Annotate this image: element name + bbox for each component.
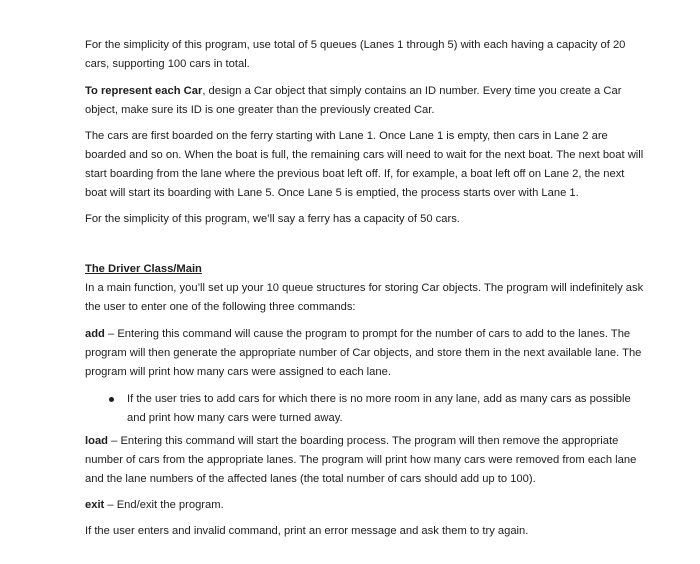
add-command-keyword: add <box>85 328 105 340</box>
exit-command-keyword: exit <box>85 499 105 511</box>
document-page <box>85 36 645 541</box>
add-command-description: – Entering this command will cause the program to prompt for the number of cars to add to the lanes. The program will then generate the appropriate number of Car objects, and store them in the next available lane. The program will print how many cars were assigned to each lane. <box>85 328 642 378</box>
boarding-paragraph: The cars are first boarded on the ferry starting with Lane 1. Once Lane 1 is empty, then cars in Lane 2 are boarded and so on. When the boat is full, the remaining cars will need to wait for the next boat. The next boat will start boarding from the lane where the previous boat left off. If, for example, a boat left off on Lane 2, the next boat will start its boarding with Lane 5. Once Lane 5 is emptied, the process starts over with Lane 1. <box>85 130 644 199</box>
load-command-keyword: load <box>85 435 108 447</box>
car-object-lead: To represent each Car <box>85 85 203 97</box>
driver-intro-paragraph: In a main function, you’ll set up your 10 queue structures for storing Car objects. The program will indefinitely ask the user to enter one of the following three commands: <box>85 282 644 313</box>
driver-class-heading: The Driver Class/Main <box>85 263 202 275</box>
ferry-capacity-paragraph: For the simplicity of this program, we’ll say a ferry has a capacity of 50 cars. <box>85 213 460 225</box>
capacity-paragraph: For the simplicity of this program, use total of 5 queues (Lanes 1 through 5) with each having a capacity of 20 cars, supporting 100 cars in total. <box>85 39 626 70</box>
exit-command-paragraph <box>85 496 645 515</box>
car-object-paragraph <box>85 82 645 120</box>
add-command-paragraph <box>85 325 645 382</box>
exit-command-description: – End/exit the program. <box>104 499 224 511</box>
bullet-icon <box>109 397 114 402</box>
car-object-text: , design a Car object that simply contains an ID number. Every time you create a Car object, make sure its ID is one greater than the previously created Car. <box>85 85 622 116</box>
load-command-description: – Entering this command will start the boarding process. The program will then remove the appropriate number of cars from the appropriate lanes. The program will print how many cars were removed from each lane and the lane numbers of the affected lanes (the total number of cars should add up to 100). <box>85 435 637 485</box>
load-command-paragraph <box>85 432 645 489</box>
add-bullet-text: If the user tries to add cars for which there is no more room in any lane, add as many cars as possible and print how many cars were turned away. <box>127 393 631 424</box>
invalid-command-paragraph: If the user enters and invalid command, print an error message and ask them to try again. <box>85 525 529 537</box>
add-bullet-item <box>85 390 645 428</box>
